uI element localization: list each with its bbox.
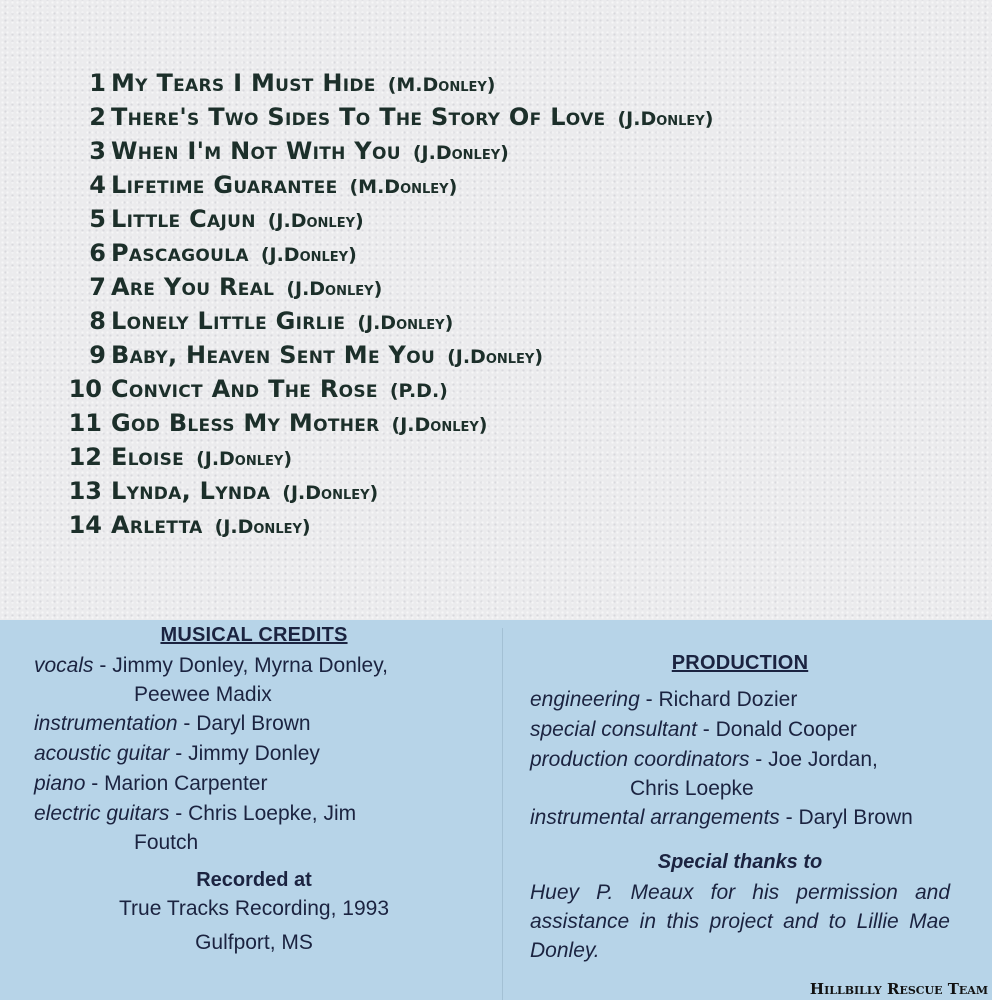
credit-role: vocals [34, 654, 94, 677]
credit-separator: - [639, 688, 659, 711]
track-title: There's Two Sides To The Story Of Love [111, 103, 606, 131]
credit-names-continued: Foutch [134, 831, 199, 854]
musical-credits-heading: MUSICAL CREDITS [160, 624, 348, 646]
credit-line [530, 715, 950, 745]
track-item [60, 100, 713, 134]
credit-separator: - [93, 654, 113, 677]
production-heading: PRODUCTION [671, 652, 809, 674]
credit-role: electric guitars [34, 802, 170, 825]
track-item [60, 440, 713, 474]
credit-line [530, 685, 950, 715]
track-number: 9 [89, 341, 106, 369]
credit-separator: - [85, 772, 105, 795]
credit-names-continued: Chris Loepke [630, 777, 754, 800]
track-number: 10 [68, 375, 102, 403]
special-thanks-text: Huey P. Meaux for his permission and assistance in this project and to Lillie Mae Donley. [530, 881, 950, 962]
track-item [60, 406, 713, 440]
special-thanks-heading: Special thanks to [657, 851, 823, 873]
credit-role: production coordinators [530, 748, 750, 771]
track-number: 11 [68, 409, 102, 437]
track-title: Baby, Heaven Sent Me You [111, 341, 436, 369]
credit-line [34, 651, 474, 709]
credit-names: Daryl Brown [196, 712, 311, 735]
credit-separator: - [169, 742, 189, 765]
track-songwriter: (J.Donley) [196, 448, 292, 470]
credit-role: acoustic guitar [34, 742, 170, 765]
track-songwriter: (M.Donley) [387, 74, 496, 96]
track-number: 5 [89, 205, 106, 233]
credit-names: Jimmy Donley, Myrna Donley, [112, 654, 388, 677]
track-item [60, 236, 713, 270]
track-number: 2 [89, 103, 106, 131]
credit-names-continued: Peewee Madix [134, 683, 272, 706]
track-songwriter: (J.Donley) [391, 414, 488, 436]
track-title: God Bless My Mother [111, 409, 380, 437]
credit-names: Richard Dozier [658, 688, 798, 711]
credit-line [530, 745, 950, 803]
recorded-at-line-1: True Tracks Recording, 1993 [118, 897, 390, 920]
track-number: 14 [68, 511, 102, 539]
track-item [60, 270, 713, 304]
credit-separator: - [779, 806, 799, 829]
track-item [60, 202, 713, 236]
credit-separator: - [749, 748, 769, 771]
credit-role: special consultant [530, 718, 697, 741]
credit-names: Joe Jordan, [768, 748, 878, 771]
credit-line [530, 803, 950, 833]
musical-credits-list [34, 651, 474, 857]
track-number: 8 [89, 307, 106, 335]
credit-names: Jimmy Donley [188, 742, 320, 765]
track-item [60, 304, 713, 338]
track-title: When I'm Not With You [111, 137, 401, 165]
track-number: 13 [68, 477, 102, 505]
credit-separator: - [177, 712, 197, 735]
track-songwriter: (J.Donley) [286, 278, 383, 300]
track-number: 3 [89, 137, 106, 165]
credit-line [34, 739, 474, 769]
track-number: 4 [89, 171, 106, 199]
credit-line [34, 709, 474, 739]
track-songwriter: (J.Donley) [357, 312, 454, 334]
credit-role: engineering [530, 688, 640, 711]
track-songwriter: (J.Donley) [447, 346, 544, 368]
credit-names: Donald Cooper [715, 718, 857, 741]
track-songwriter: (P.D.) [389, 380, 448, 402]
musical-credits-column [34, 620, 474, 960]
footer-credit: Hillbilly Rescue Team [809, 980, 988, 998]
track-item [60, 134, 713, 168]
track-item [60, 168, 713, 202]
credit-names: Daryl Brown [798, 806, 913, 829]
track-songwriter: (J.Donley) [214, 516, 311, 538]
track-title: Little Cajun [111, 205, 256, 233]
track-number: 1 [89, 69, 106, 97]
track-title: Lifetime Guarantee [111, 171, 338, 199]
column-divider [502, 628, 503, 1000]
track-title: Lynda, Lynda [111, 477, 271, 505]
credit-line [34, 769, 474, 799]
track-number: 12 [68, 443, 102, 471]
track-title: Eloise [111, 443, 185, 471]
credit-separator: - [169, 802, 189, 825]
credit-role: piano [34, 772, 86, 795]
track-title: Lonely Little Girlie [111, 307, 346, 335]
track-title: Pascagoula [111, 239, 249, 267]
track-item [60, 338, 713, 372]
credit-names: Marion Carpenter [104, 772, 268, 795]
track-title: My Tears I Must Hide [111, 69, 376, 97]
track-songwriter: (J.Donley) [267, 210, 364, 232]
track-songwriter: (J.Donley) [260, 244, 357, 266]
credit-role: instrumental arrangements [530, 806, 780, 829]
credit-line [34, 799, 474, 857]
credit-role: instrumentation [34, 712, 178, 735]
recorded-at-line-2: Gulfport, MS [195, 931, 313, 954]
track-number: 7 [89, 273, 106, 301]
track-title: Convict And The Rose [111, 375, 378, 403]
production-column [530, 620, 950, 965]
track-item [60, 372, 713, 406]
track-songwriter: (J.Donley) [617, 108, 714, 130]
track-number: 6 [89, 239, 106, 267]
recorded-at-heading: Recorded at [196, 869, 312, 891]
track-title: Arletta [111, 511, 203, 539]
track-item [60, 66, 713, 100]
credits-panel [0, 620, 992, 1000]
credit-names: Chris Loepke, Jim [188, 802, 357, 825]
track-songwriter: (M.Donley) [349, 176, 458, 198]
track-songwriter: (J.Donley) [282, 482, 379, 504]
track-title: Are You Real [111, 273, 275, 301]
credit-separator: - [696, 718, 716, 741]
production-list [530, 685, 950, 833]
track-item [60, 474, 713, 508]
track-item [60, 508, 713, 542]
track-songwriter: (J.Donley) [412, 142, 509, 164]
track-list [60, 66, 713, 542]
